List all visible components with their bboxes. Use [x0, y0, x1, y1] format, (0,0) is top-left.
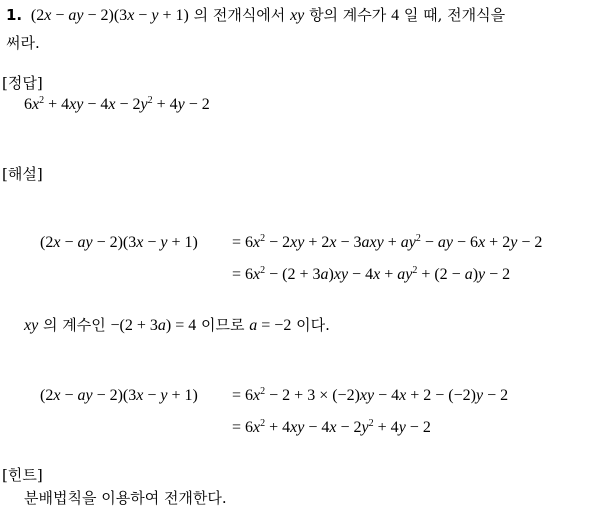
sentence-xy: xy	[24, 317, 39, 334]
sentence-text-a: 의 계수인	[42, 316, 106, 334]
problem-text-b: 항의 계수가	[309, 6, 387, 24]
sentence-equation: −(2 + 3a) = 4	[110, 317, 197, 334]
problem-xy: xy	[290, 7, 305, 24]
expansion-1-rhs-a: = $6x^2 - 2xy + 2x - 3axy + ay^2$ − ay − 6x + 2y − 2	[232, 233, 543, 251]
hint-label: [힌트]	[2, 466, 43, 484]
expansion-1-rhs-b: = $6x^2 - (2 + 3a)xy - 4x + ay^2 + (2 - a)y - 2$	[232, 265, 511, 283]
sentence-text-b: 이므로	[201, 316, 245, 334]
problem-text-a: 의 전개식에서	[193, 6, 286, 24]
problem-expression: (2x − ay − 2)(3x − y + 1)	[26, 7, 189, 24]
expansion-2-rhs-b: = $6x^2 + 4xy - 4x - 2y^2 + 4y - 2$	[232, 418, 431, 436]
hint-text: 분배법칙을 이용하여 전개한다.	[24, 489, 227, 507]
problem-line-2: 써라.	[6, 34, 40, 52]
sentence-a-value: a = −2	[249, 317, 292, 334]
problem-number: 1.	[6, 6, 23, 24]
expansion-1-lhs: (2x − ay − 2)(3x − y + 1)	[40, 234, 198, 251]
sentence-text-c: 이다.	[296, 316, 330, 334]
explanation-label: [해설]	[2, 165, 43, 183]
problem-line-1	[6, 4, 505, 25]
problem-coef: 4	[391, 7, 400, 24]
coefficient-sentence	[24, 314, 330, 335]
problem-text-c: 일 때, 전개식을	[403, 6, 506, 24]
expansion-2-lhs: (2x − ay − 2)(3x − y + 1)	[40, 387, 198, 404]
expansion-2-rhs-a: = $6x^2 - 2 + 3 \times (-2)xy - 4x + 2 - (-2)y - 2$	[232, 386, 509, 404]
answer-expression: $6x^2 + 4xy - 4x - 2y^2 + 4y - 2$	[24, 95, 210, 113]
answer-label: [정답]	[2, 74, 43, 92]
